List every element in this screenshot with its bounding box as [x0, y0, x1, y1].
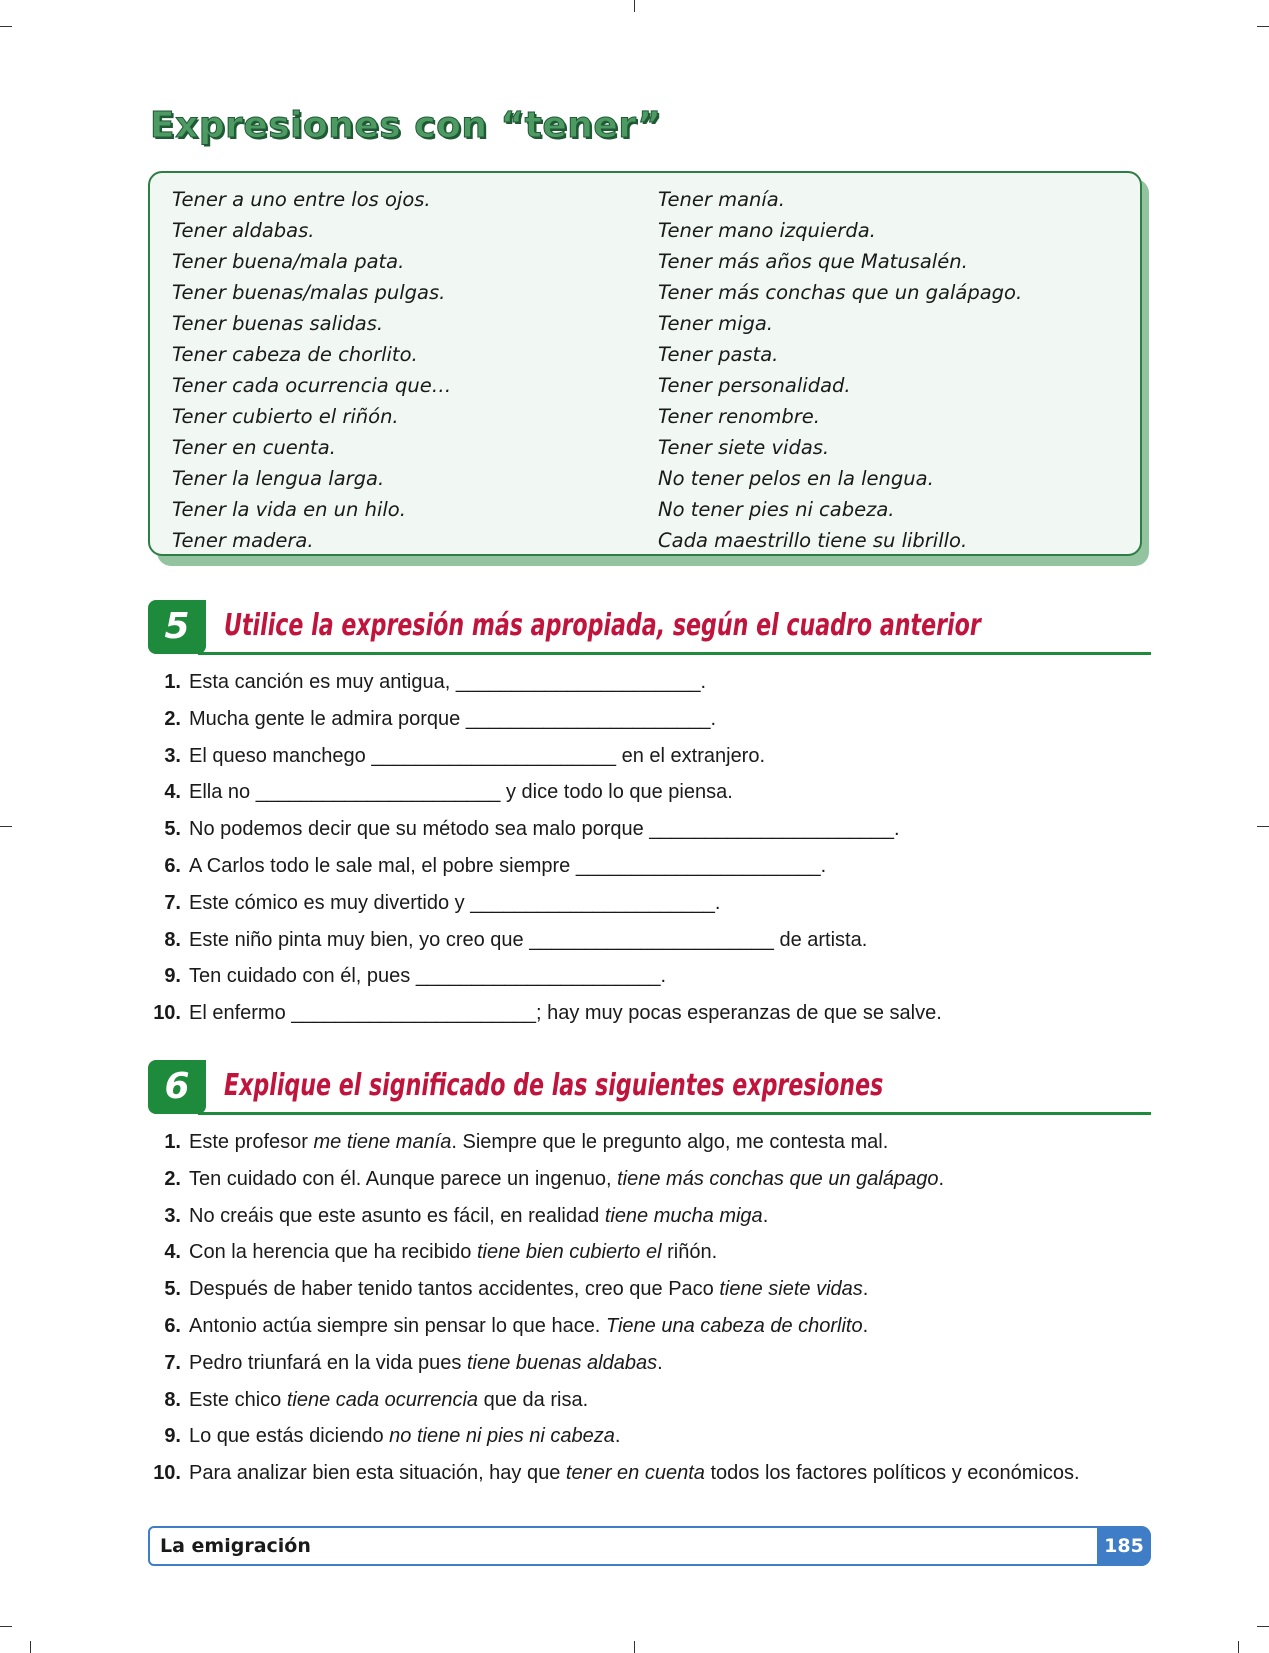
exercise-item	[148, 848, 942, 885]
item-number: 7.	[164, 1351, 181, 1374]
expression-item: Tener buenas/malas pulgas.	[172, 281, 446, 304]
exercise-item	[148, 811, 942, 848]
item-text-pre: Después de haber tenido tantos accidentes, creo que Paco	[189, 1278, 720, 1301]
item-expression: Tiene una cabeza de chorlito	[605, 1314, 863, 1337]
exercise-item	[148, 738, 942, 775]
item-number: 7.	[164, 891, 181, 914]
exercise-5-header	[148, 600, 1151, 660]
expression-item: No tener pelos en la lengua.	[658, 467, 934, 490]
exercise-title: Utilice la expresión más apropiada, según el cuadro anterior	[224, 608, 981, 643]
item-text-post: . Siempre que le pregunto algo, me contesta mal.	[451, 1131, 889, 1153]
item-text: Este cómico es muy divertido y ______________________.	[189, 891, 721, 914]
page-number: 185	[1097, 1526, 1151, 1566]
expression-item: Tener pasta.	[658, 343, 779, 366]
section-divider	[198, 652, 1151, 655]
item-number: 10.	[153, 1002, 181, 1025]
item-number: 6.	[164, 854, 181, 877]
item-text: El queso manchego ______________________ en el extranjero.	[189, 744, 766, 767]
item-number: 8.	[164, 1388, 181, 1411]
crop-mark	[1257, 826, 1269, 827]
item-text-pre: Pedro triunfará en la vida pues	[189, 1351, 467, 1374]
item-text-post: .	[614, 1425, 621, 1448]
exercise-item	[148, 1418, 1080, 1455]
expression-item: Cada maestrillo tiene su librillo.	[658, 529, 968, 552]
item-text: Mucha gente le admira porque ______________________.	[189, 707, 717, 730]
item-text-pre: Este chico	[189, 1388, 287, 1411]
exercise-item	[148, 1308, 1080, 1345]
item-number: 6.	[164, 1314, 181, 1337]
item-text: No podemos decir que su método sea malo porque ______________________.	[189, 818, 900, 841]
exercise-item	[148, 1124, 1080, 1161]
expression-item: Tener a uno entre los ojos.	[172, 188, 431, 211]
exercise-item	[148, 1234, 1080, 1271]
item-expression: tener en cuenta	[565, 1462, 705, 1485]
item-text-pre: Antonio actúa siempre sin pensar lo que hace.	[189, 1314, 606, 1337]
item-text-post: .	[862, 1314, 869, 1337]
item-text: Ella no ______________________ y dice todo lo que piensa.	[189, 781, 733, 804]
expression-item: Tener mano izquierda.	[658, 219, 876, 242]
expression-item: Tener buenas salidas.	[172, 312, 384, 335]
expression-item: Tener cubierto el riñón.	[172, 405, 399, 428]
crop-mark	[634, 1641, 635, 1653]
item-expression: tiene más conchas que un galápago	[617, 1167, 939, 1190]
exercise-item	[148, 958, 942, 995]
expression-item: Tener más años que Matusalén.	[658, 250, 968, 273]
item-number: 1.	[164, 671, 181, 693]
expression-item: Tener aldabas.	[172, 219, 315, 242]
expression-item: No tener pies ni cabeza.	[658, 498, 895, 521]
exercise-item	[148, 1161, 1080, 1198]
exercise-number-badge: 5	[148, 600, 206, 654]
item-text-pre: Lo que estás diciendo	[189, 1425, 390, 1448]
item-number: 4.	[164, 781, 181, 804]
item-number: 2.	[164, 707, 181, 730]
exercise-item	[148, 664, 942, 701]
item-expression: tiene siete vidas	[719, 1278, 863, 1301]
item-number: 10.	[153, 1462, 181, 1485]
item-number: 2.	[164, 1167, 181, 1190]
section-divider	[198, 1112, 1151, 1115]
expression-item: Tener manía.	[658, 188, 785, 211]
item-text-pre: Con la herencia que ha recibido	[189, 1241, 477, 1264]
crop-mark	[1257, 26, 1269, 27]
item-text: Este niño pinta muy bien, yo creo que ______________________ de artista.	[189, 928, 868, 951]
expression-item: Tener miga.	[658, 312, 774, 335]
expression-item: Tener madera.	[172, 529, 314, 552]
expression-item: Tener cabeza de chorlito.	[172, 343, 418, 366]
crop-mark	[0, 26, 12, 27]
exercise-item	[148, 1271, 1080, 1308]
item-text: A Carlos todo le sale mal, el pobre siempre ______________________.	[189, 854, 827, 877]
expression-item: Tener buena/mala pata.	[172, 250, 405, 273]
item-text-post: todos los factores políticos y económicos.	[704, 1462, 1080, 1485]
expression-item: Tener personalidad.	[658, 374, 851, 397]
crop-mark	[0, 826, 12, 827]
exercise-item	[148, 922, 942, 959]
crop-mark	[1257, 1626, 1269, 1627]
crop-mark	[0, 1626, 12, 1627]
crop-mark	[1238, 1641, 1239, 1653]
item-number: 3.	[164, 744, 181, 767]
expression-item: Tener más conchas que un galápago.	[658, 281, 1023, 304]
exercise-title: Explique el significado de las siguientes expresiones	[224, 1068, 884, 1103]
chapter-label: La emigración	[160, 1535, 311, 1557]
item-text-post: .	[657, 1351, 663, 1374]
item-text-pre: No creáis que este asunto es fácil, en realidad	[189, 1204, 605, 1227]
item-expression: me tiene manía	[313, 1131, 452, 1153]
item-text-post: que da risa.	[478, 1388, 589, 1411]
item-text: El enfermo ______________________; hay muy pocas esperanzas de que se salve.	[189, 1002, 942, 1025]
exercise-6-header	[148, 1060, 1151, 1120]
item-text-pre: Este profesor	[189, 1131, 314, 1153]
expression-item: Tener siete vidas.	[658, 436, 830, 459]
item-number: 9.	[164, 965, 181, 988]
item-number: 1.	[164, 1131, 181, 1153]
exercise-number-badge: 6	[148, 1060, 206, 1114]
item-text: Ten cuidado con él, pues ______________________.	[189, 965, 667, 988]
crop-mark	[30, 1641, 31, 1653]
expressions-left-column	[172, 184, 451, 556]
item-expression: tiene bien cubierto el	[476, 1241, 662, 1264]
item-expression: tiene mucha miga	[604, 1204, 763, 1227]
item-text-post: .	[938, 1167, 945, 1190]
exercise-item	[148, 1382, 1080, 1419]
item-number: 3.	[164, 1204, 181, 1227]
expressions-right-column	[658, 184, 1022, 556]
exercise-item	[148, 1198, 1080, 1235]
exercise-item	[148, 1455, 1080, 1492]
item-number: 5.	[164, 818, 181, 841]
item-text-pre: Para analizar bien esta situación, hay que	[189, 1462, 566, 1485]
expression-item: Tener la vida en un hilo.	[172, 498, 406, 521]
exercise-item	[148, 995, 942, 1032]
item-text-post: .	[762, 1204, 769, 1227]
item-number: 5.	[164, 1278, 181, 1301]
exercise-item	[148, 885, 942, 922]
exercise-item	[148, 1345, 1080, 1382]
exercise-item	[148, 774, 942, 811]
item-text-post: .	[862, 1278, 869, 1301]
page-footer	[148, 1526, 1151, 1566]
item-text-post: riñón.	[661, 1241, 718, 1264]
crop-mark	[634, 0, 635, 12]
expressions-box	[148, 171, 1142, 556]
expression-item: Tener la lengua larga.	[172, 467, 385, 490]
exercise-6-list	[148, 1124, 1080, 1492]
expression-item: Tener renombre.	[658, 405, 820, 428]
item-text: Esta canción es muy antigua, ______________________.	[189, 671, 707, 693]
item-expression: tiene cada ocurrencia	[286, 1388, 479, 1411]
exercise-5-list	[148, 664, 942, 1032]
item-expression: tiene buenas aldabas	[466, 1351, 658, 1374]
item-number: 8.	[164, 928, 181, 951]
item-expression: no tiene ni pies ni cabeza	[389, 1425, 615, 1448]
expression-item: Tener cada ocurrencia que…	[172, 374, 452, 397]
item-number: 4.	[164, 1241, 181, 1264]
expression-item: Tener en cuenta.	[172, 436, 336, 459]
page-title: Expresiones con “tener”	[150, 105, 662, 146]
exercise-item	[148, 701, 942, 738]
item-number: 9.	[164, 1425, 181, 1448]
item-text-pre: Ten cuidado con él. Aunque parece un ingenuo,	[189, 1167, 618, 1190]
